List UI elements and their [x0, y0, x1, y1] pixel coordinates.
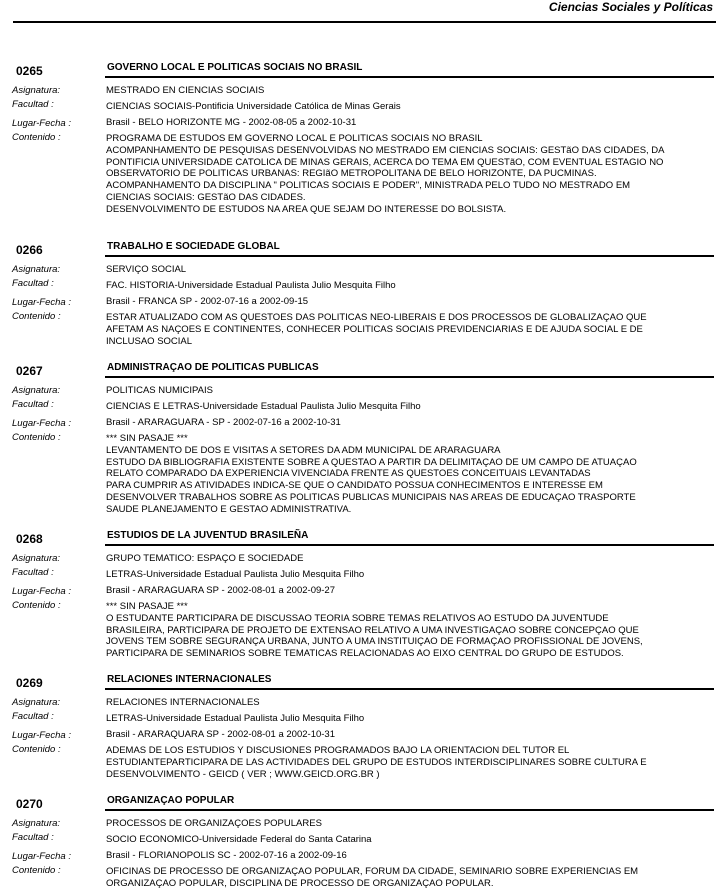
field-value-contenido: *** SIN PASAJE *** LEVANTAMENTO DE DOS E VISITAS A SETORES DA ADM MUNICIPAL DE ARARAGUARA ESTUDO DA BIBLIOGRAFIA EXISTENTE SOBRE A QUESTAO A PARTIR DA DELIMITAÇAO DE UM CAMPO DE ATUAÇAO RELATO COMPARADO DA EXPERIENCIA VIVENCIADA FRENTE AS QUESTOES CONCEITUAIS LEVANTADAS PARA CUMPRIR AS ATIVIDADES INDICA-SE QUE O CANDIDATO POSSUA CONHECIMENTOS E INTERESSE EM DESENVOLVER TRABALHOS SOBRE AS POLITICAS PUBLICAS MUNICIPAIS NAS AREAS DE EDUCAÇAO TRASPORTE SAUDE PLANEJAMENTO E GESTAO ADMINISTRATIVA. — [106, 433, 637, 515]
field-label-asignatura: Asignatura: — [12, 85, 61, 96]
field-label-asignatura: Asignatura: — [12, 264, 61, 275]
field-label-contenido: Contenido : — [12, 865, 61, 876]
field-value-facultad: CIENCIAS E LETRAS-Universidade Estadual Paulista Julio Mesquita Filho — [106, 401, 421, 412]
field-value-asignatura: PROCESSOS DE ORGANIZAÇOES POPULARES — [106, 818, 322, 829]
page-header-title: Ciencias Sociales y Políticas — [548, 0, 713, 14]
field-label-asignatura: Asignatura: — [12, 818, 61, 829]
field-label-facultad: Facultad : — [12, 399, 54, 410]
field-label-lugar-fecha: Lugar-Fecha : — [12, 851, 71, 862]
field-label-facultad: Facultad : — [12, 567, 54, 578]
record-rule — [105, 376, 714, 378]
field-label-contenido: Contenido : — [12, 132, 61, 143]
field-label-contenido: Contenido : — [12, 311, 61, 322]
field-value-contenido: *** SIN PASAJE *** O ESTUDANTE PARTICIPARA DE DISCUSSAO TEORIA SOBRE TEMAS RELATIVOS AO ESTUDO DA JUVENTUDE BRASILEIRA, PARTICIPARA DE PROJETO DE EXTENSAO RELATIVO A UMA INVESTIGAÇAO SOBRE CONCEPÇAO QUE JOVENS TEM SOBRE SEGURANÇA URBANA, JUNTO A UMA INSTITUIÇAO DE FORMAÇAO PROFISSIONAL DE JOVENS, PARTICIPARA DE SEMINARIOS SOBRE TEMATICAS RELACIONADAS AO EIXO CENTRAL DO GRUPO DE ESTUDOS. — [106, 601, 643, 660]
field-label-facultad: Facultad : — [12, 832, 54, 843]
field-value-lugar-fecha: Brasil - BELO HORIZONTE MG - 2002-08-05 a 2002-10-31 — [106, 117, 357, 128]
record-rule — [105, 544, 714, 546]
field-value-asignatura: POLITICAS NUMICIPAIS — [106, 385, 213, 396]
field-label-facultad: Facultad : — [12, 711, 54, 722]
field-value-facultad: SOCIO ECONOMICO-Universidade Federal do Santa Catarina — [106, 834, 372, 845]
field-label-lugar-fecha: Lugar-Fecha : — [12, 730, 71, 741]
record-number: 0265 — [16, 64, 43, 78]
field-value-contenido: ESTAR ATUALIZADO COM AS QUESTOES DAS POLITICAS NEO-LIBERAIS E DOS PROCESSOS DE GLOBALIZAÇAO QUE AFETAM AS NAÇOES E CONTINENTES, CONHECER POLITICAS SOCIAIS PREVIDENCIARIAS E DE AJUDA SOCIAL E DE INCLUSAO SOCIAL — [106, 312, 647, 347]
field-label-facultad: Facultad : — [12, 99, 54, 110]
field-label-contenido: Contenido : — [12, 600, 61, 611]
field-value-lugar-fecha: Brasil - FRANCA SP - 2002-07-16 a 2002-09-15 — [106, 296, 309, 307]
record-number: 0269 — [16, 676, 43, 690]
field-value-contenido: ADEMAS DE LOS ESTUDIOS Y DISCUSIONES PROGRAMADOS BAJO LA ORIENTACION DEL TUTOR EL ESTUDIANTEPARTICIPARA DE LAS ACTIVIDADES DEL GRUPO DE ESTUDOS INTERDISCIPLINARES SOBRE CULTURA E DESENVOLVIMENTO - GEICD ( VER ; WWW.GEICD.ORG.BR ) — [106, 745, 647, 780]
field-value-facultad: CIENCIAS SOCIAIS-Pontificia Universidade Católica de Minas Gerais — [106, 101, 401, 112]
record-rule — [105, 809, 714, 811]
record-title: ADMINISTRAÇAO DE POLITICAS PUBLICAS — [107, 362, 319, 373]
field-value-facultad: LETRAS-Universidade Estadual Paulista Julio Mesquita Filho — [106, 713, 365, 724]
field-value-facultad: LETRAS-Universidade Estadual Paulista Julio Mesquita Filho — [106, 569, 365, 580]
field-value-contenido: OFICINAS DE PROCESSO DE ORGANIZAÇAO POPULAR, FORUM DA CIDADE, SEMINARIO SOBRE EXPERIENCIAS EM ORGANIZAÇAO POPULAR, DISCIPLINA DE PROCESSO DE ORGANIZAÇAO POPULAR. — [106, 866, 639, 889]
record-rule — [105, 76, 714, 78]
record-number: 0267 — [16, 364, 43, 378]
field-label-facultad: Facultad : — [12, 278, 54, 289]
record-number: 0266 — [16, 243, 43, 257]
field-value-asignatura: SERVIÇO SOCIAL — [106, 264, 187, 275]
record-number: 0270 — [16, 797, 43, 811]
field-value-asignatura: GRUPO TEMATICO: ESPAÇO E SOCIEDADE — [106, 553, 304, 564]
record-title: TRABALHO E SOCIEDADE GLOBAL — [107, 241, 280, 252]
field-label-lugar-fecha: Lugar-Fecha : — [12, 418, 71, 429]
field-label-lugar-fecha: Lugar-Fecha : — [12, 586, 71, 597]
field-value-lugar-fecha: Brasil - ARARAGUARA SP - 2002-08-01 a 2002-09-27 — [106, 585, 335, 596]
record-rule — [105, 688, 714, 690]
field-label-lugar-fecha: Lugar-Fecha : — [12, 297, 71, 308]
field-label-asignatura: Asignatura: — [12, 553, 61, 564]
field-label-asignatura: Asignatura: — [12, 697, 61, 708]
field-value-asignatura: MESTRADO EN CIENCIAS SOCIAIS — [106, 85, 265, 96]
field-label-contenido: Contenido : — [12, 744, 61, 755]
record-title: RELACIONES INTERNACIONALES — [107, 674, 272, 685]
record-number: 0268 — [16, 532, 43, 546]
field-label-lugar-fecha: Lugar-Fecha : — [12, 118, 71, 129]
record-title: ESTUDIOS DE LA JUVENTUD BRASILEÑA — [107, 530, 309, 541]
record-rule — [105, 255, 714, 257]
record-title: ORGANIZAÇAO POPULAR — [107, 795, 235, 806]
field-value-asignatura: RELACIONES INTERNACIONALES — [106, 697, 260, 708]
field-label-contenido: Contenido : — [12, 432, 61, 443]
field-value-lugar-fecha: Brasil - ARARAQUARA SP - 2002-08-01 a 2002-10-31 — [106, 729, 335, 740]
field-label-asignatura: Asignatura: — [12, 385, 61, 396]
field-value-contenido: PROGRAMA DE ESTUDOS EM GOVERNO LOCAL E POLITICAS SOCIAIS NO BRASIL ACOMPANHAMENTO DE PESQUISAS DESENVOLVIDAS NO MESTRADO EM CIENCIAS SOCIAIS: GESTãO DAS CIDADES, DA PONTIFICIA UNIVERSIDADE CATOLICA DE MINAS GERAIS, ACERCA DO TEMA EM QUESTãO, COM EVENTUAL ESTAGIO NO OBSERVATORIO DE POLITICAS URBANAS: REGIãO METROPOLITANA DE BELO HORIZONTE, DA PUCMINAS. ACOMPANHAMENTO DA DISCIPLINA " POLITICAS SOCIAIS E PODER", MINISTRADA PELO TUDO NO MESTRADO EM CIENCIAS SOCIAIS: GESTãO DAS CIDADES. DESENVOLVIMENTO DE ESTUDOS NA AREA QUE SEJAM DO INTERESSE DO BOLSISTA. — [106, 133, 665, 215]
record-title: GOVERNO LOCAL E POLITICAS SOCIAIS NO BRASIL — [107, 62, 363, 73]
field-value-facultad: FAC. HISTORIA-Universidade Estadual Paulista Julio Mesquita Filho — [106, 280, 396, 291]
field-value-lugar-fecha: Brasil - FLORIANOPOLIS SC - 2002-07-16 a 2002-09-16 — [106, 850, 347, 861]
field-value-lugar-fecha: Brasil - ARARAGUARA - SP - 2002-07-16 a 2002-10-31 — [106, 417, 341, 428]
header-rule — [13, 21, 716, 23]
